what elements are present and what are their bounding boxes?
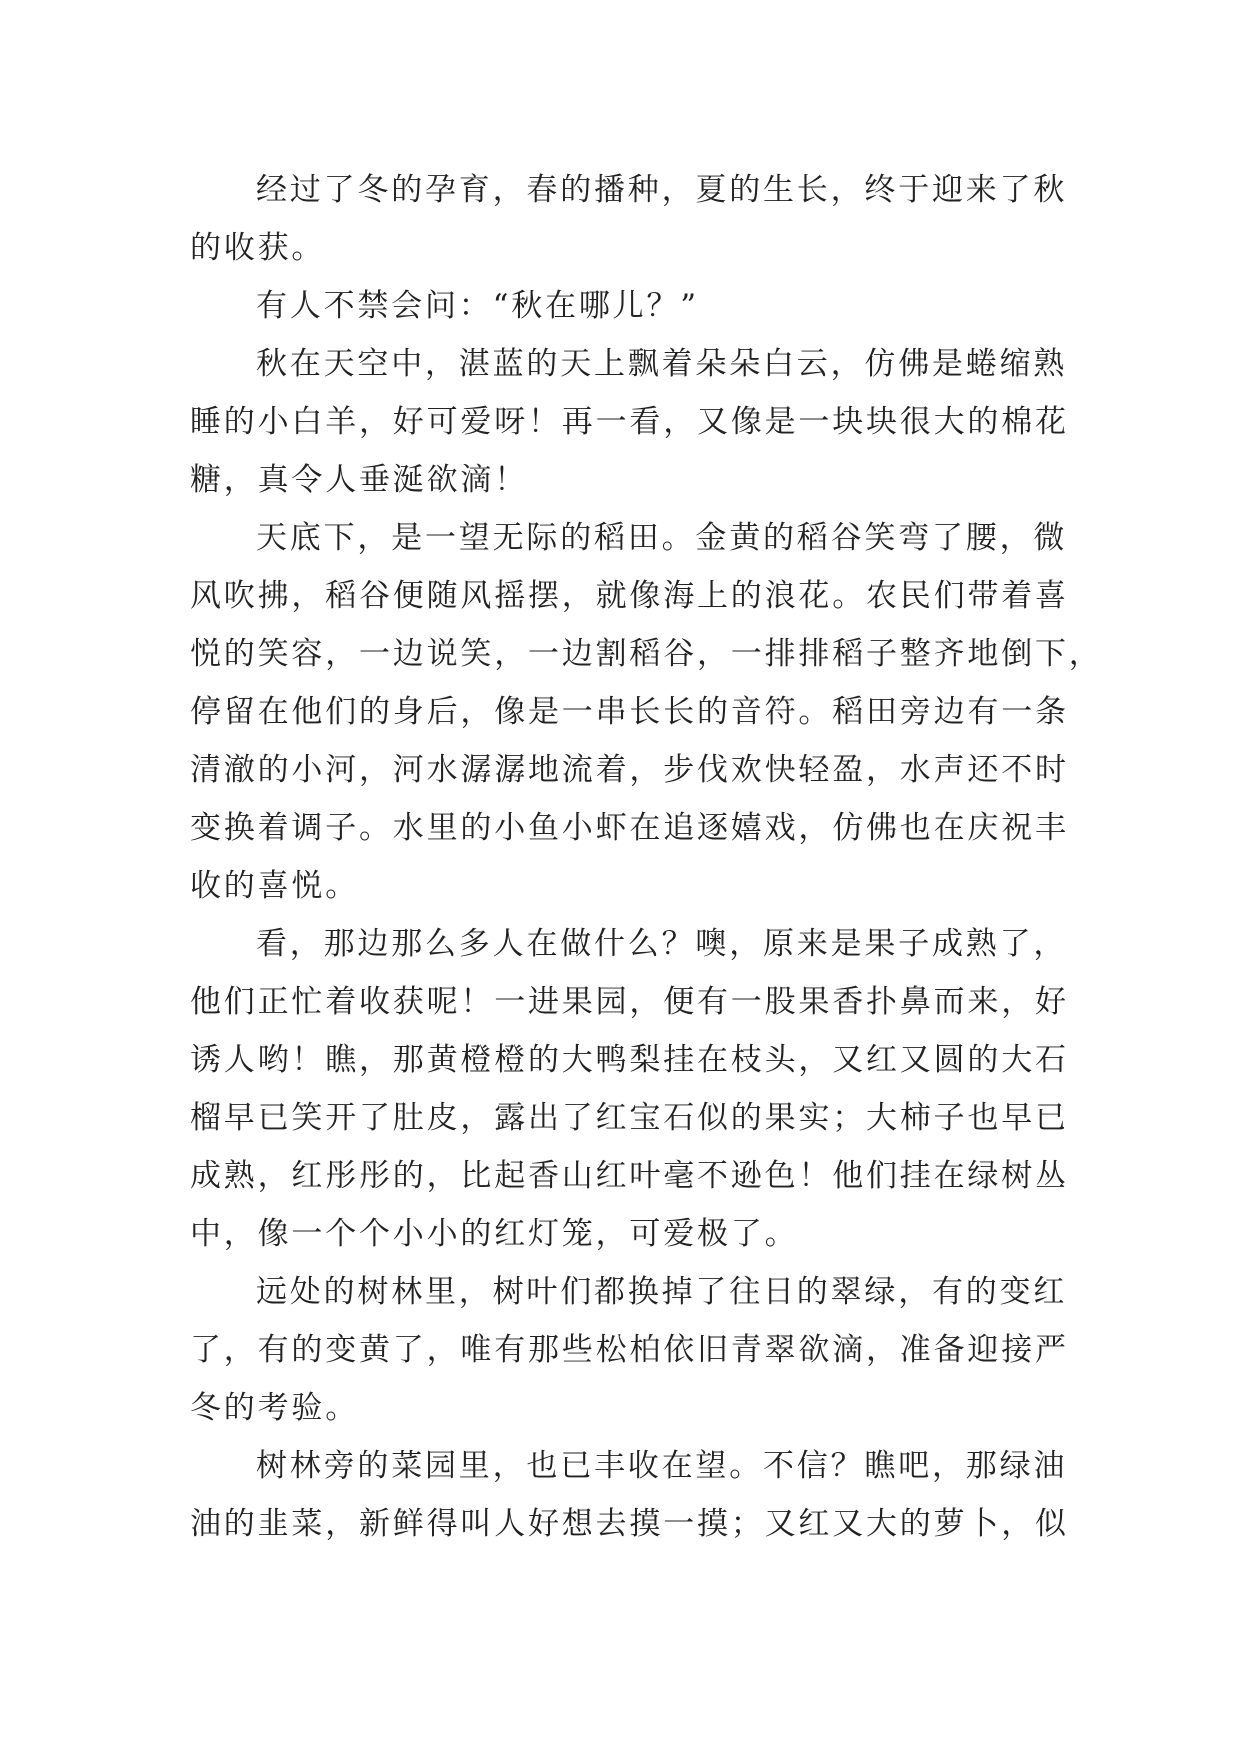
text-line: 天底下，是一望无际的稻田。金黄的稻谷笑弯了腰，微 [256, 520, 1068, 556]
text-line: 成熟，红彤彤的，比起香山红叶毫不逊色！他们挂在绿树丛 [190, 1158, 1069, 1194]
text-line: 变换着调子。水里的小鱼小虾在追逐嬉戏，仿佛也在庆祝丰 [190, 810, 1069, 846]
text-line: 的收获。 [190, 230, 326, 266]
text-line: 秋在天空中，湛蓝的天上飘着朵朵白云，仿佛是蜷缩熟 [256, 346, 1068, 382]
text-line: 中，像一个个小小的红灯笼，可爱极了。 [190, 1216, 799, 1252]
text-line: 冬的考验。 [190, 1390, 359, 1426]
text-line: 睡的小白羊，好可爱呀！再一看，又像是一块块很大的棉花 [190, 404, 1069, 440]
text-line: 远处的树林里，树叶们都换掉了往日的翠绿，有的变红 [256, 1274, 1068, 1310]
text-line: 收的喜悦。 [190, 868, 359, 904]
text-line: 悦的笑容，一边说笑，一边割稻谷，一排排稻子整齐地倒下， [190, 636, 1103, 672]
paragraph-6 [190, 1263, 1069, 1437]
text-line: 看，那边那么多人在做什么？噢，原来是果子成熟了， [256, 926, 1068, 962]
text-line: 了，有的变黄了，唯有那些松柏依旧青翠欲滴，准备迎接严 [190, 1332, 1069, 1368]
text-line: 有人不禁会问：“秋在哪儿？” [256, 288, 699, 324]
text-line: 诱人哟！瞧，那黄橙橙的大鸭梨挂在枝头，又红又圆的大石 [190, 1042, 1069, 1078]
text-line: 风吹拂，稻谷便随风摇摆，就像海上的浪花。农民们带着喜 [190, 578, 1069, 614]
text-line: 树林旁的菜园里，也已丰收在望。不信？瞧吧，那绿油 [256, 1448, 1068, 1484]
essay-text [190, 161, 1103, 1553]
paragraph-1 [190, 161, 1068, 277]
paragraph-2 [190, 277, 1050, 335]
text-line: 清澈的小河，河水潺潺地流着，步伐欢快轻盈，水声还不时 [190, 752, 1069, 788]
text-line: 经过了冬的孕育，春的播种，夏的生长，终于迎来了秋 [256, 172, 1068, 208]
text-line: 油的韭菜，新鲜得叫人好想去摸一摸；又红又大的萝卜，似 [190, 1506, 1069, 1542]
paragraph-7 [190, 1437, 1069, 1553]
text-line: 停留在他们的身后，像是一串长长的音符。稻田旁边有一条 [190, 694, 1069, 730]
text-line: 榴早已笑开了肚皮，露出了红宝石似的果实；大柿子也早已 [190, 1100, 1069, 1136]
paragraph-3 [190, 335, 1069, 509]
paragraph-5 [190, 915, 1069, 1263]
text-line: 糖，真令人垂涎欲滴！ [190, 462, 528, 498]
paragraph-4 [190, 509, 1103, 915]
text-line: 他们正忙着收获呢！一进果园，便有一股果香扑鼻而来，好 [190, 984, 1069, 1020]
